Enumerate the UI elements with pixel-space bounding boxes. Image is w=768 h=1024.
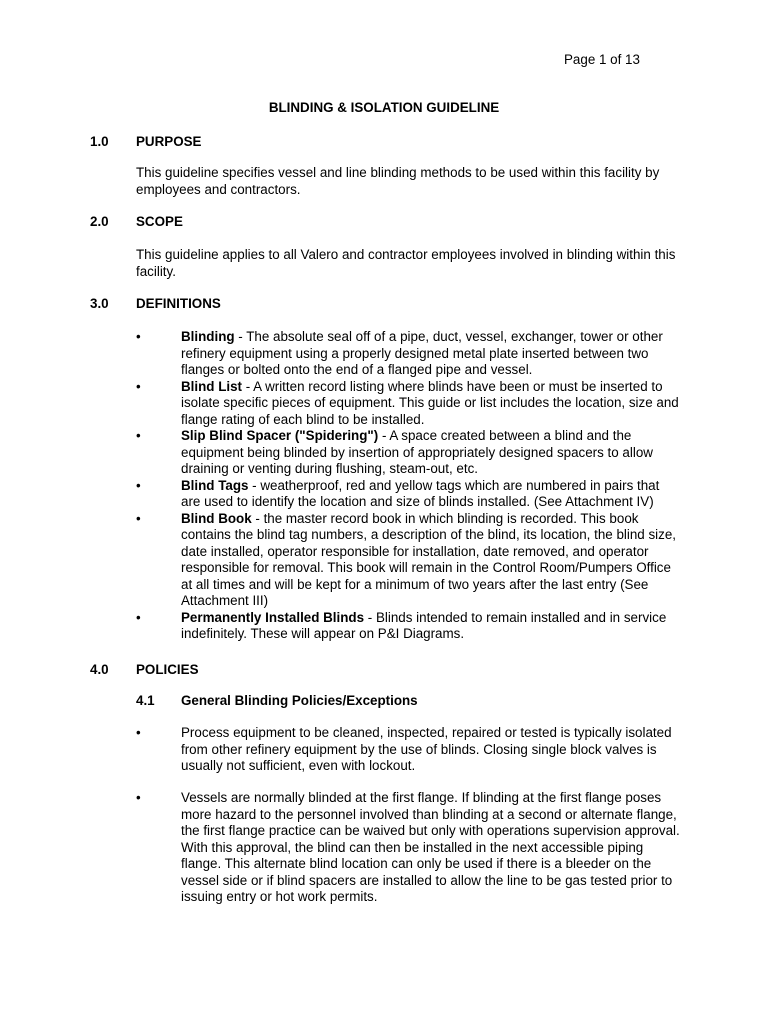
section-heading-purpose xyxy=(90,134,201,151)
bullet-icon: • xyxy=(136,790,141,805)
definition-term: Blinding xyxy=(181,329,235,344)
section-number: 3.0 xyxy=(90,296,109,311)
definition-term: Slip Blind Spacer ("Spidering") xyxy=(181,428,379,443)
definition-text: - A space created between a blind and the equipment being blinded by insertion of appropriately designed spacers to allow draining or venting during flushing, steam-out, etc. xyxy=(181,428,653,476)
bullet-icon: • xyxy=(136,510,141,526)
section-title: SCOPE xyxy=(136,214,183,229)
bullet-icon: • xyxy=(136,428,141,443)
policy-text: Process equipment to be cleaned, inspected, repaired or tested is typically isolated from other refinery equipment by the use of blinds. Closing single block valves is usually not sufficient, even with lockout. xyxy=(181,725,672,773)
subsection-number: 4.1 xyxy=(136,693,155,708)
scope-paragraph: This guideline applies to all Valero and contractor employees involved in blinding within this facility. xyxy=(136,247,676,279)
definition-item xyxy=(136,511,681,610)
definition-term: Permanently Installed Blinds xyxy=(181,609,365,625)
section-title: PURPOSE xyxy=(136,134,202,149)
document-title xyxy=(0,100,768,117)
bullet-icon: • xyxy=(136,725,141,740)
bullet-icon: • xyxy=(136,378,141,394)
purpose-paragraph: This guideline specifies vessel and line blinding methods to be used within this facility by employees and contractors. xyxy=(136,165,660,197)
section-number: 1.0 xyxy=(90,134,109,149)
policy-text: Vessels are normally blinded at the first flange. If blinding at the first flange poses more hazard to the personnel involved than blinding at a second or alternate flange, the first flange practice can be waived but only with operations supervision approval. With this approval, the blind can then be installed in the next accessible piping flange. This alternate blind location can only be used if there is a bleeder on the vessel side or if blind spacers are installed to allow the line to be gas tested prior to issuing entry or hot work permits. xyxy=(181,790,680,904)
definition-item xyxy=(136,610,681,643)
definitions-list xyxy=(136,329,681,643)
definition-text: - the master record book in which blinding is recorded. This book contains the blind tag numbers, a description of the blind, its location, the blind size, date installed, operator responsible for installation, date removed, and operator responsible for removal. This book will remain in the Control Room/Pumpers Office at all times and will be kept for a minimum of two years after the last entry (See Attachment III) xyxy=(181,510,677,608)
section-number: 4.0 xyxy=(90,662,109,677)
definition-text: - weatherproof, red and yellow tags which are numbered in pairs that are used to identify the location and size of blinds installed. (See Attachment IV) xyxy=(181,477,660,509)
section-title: POLICIES xyxy=(136,662,199,677)
section-heading-definitions xyxy=(90,296,221,313)
definition-text: - Blinds intended to remain installed and in service indefinitely. These will appear on P&I Diagrams. xyxy=(181,609,667,641)
definition-item xyxy=(136,428,681,478)
section-heading-policies xyxy=(90,662,199,679)
definition-term: Blind List xyxy=(181,378,242,394)
document-title-text: BLINDING & ISOLATION GUIDELINE xyxy=(268,100,500,115)
definition-item xyxy=(136,379,681,429)
bullet-icon: • xyxy=(136,477,141,493)
subsection-title: General Blinding Policies/Exceptions xyxy=(181,693,418,708)
section-number: 2.0 xyxy=(90,214,109,229)
section-title: DEFINITIONS xyxy=(136,296,221,311)
definition-term: Blind Book xyxy=(181,510,252,526)
policy-item xyxy=(136,790,681,906)
bullet-icon: • xyxy=(136,609,141,625)
definition-text: - The absolute seal off of a pipe, duct, vessel, exchanger, tower or other refinery equipment using a properly designed metal plate inserted between two flanges or bolted onto the end of a flanged pipe and vessel. xyxy=(181,329,663,377)
section-heading-scope xyxy=(90,214,183,231)
policy-item xyxy=(136,725,681,775)
subsection-heading-general-blinding xyxy=(136,693,418,710)
definition-item xyxy=(136,329,681,379)
definition-item xyxy=(136,478,681,511)
definition-text: - A written record listing where blinds have been or must be inserted to isolate specific pieces of equipment. This guide or list includes the location, size and flange rating of each blind to be installed. xyxy=(181,378,679,427)
page-number: Page 1 of 13 xyxy=(564,52,640,67)
bullet-icon: • xyxy=(136,329,141,344)
definition-term: Blind Tags xyxy=(181,477,249,493)
